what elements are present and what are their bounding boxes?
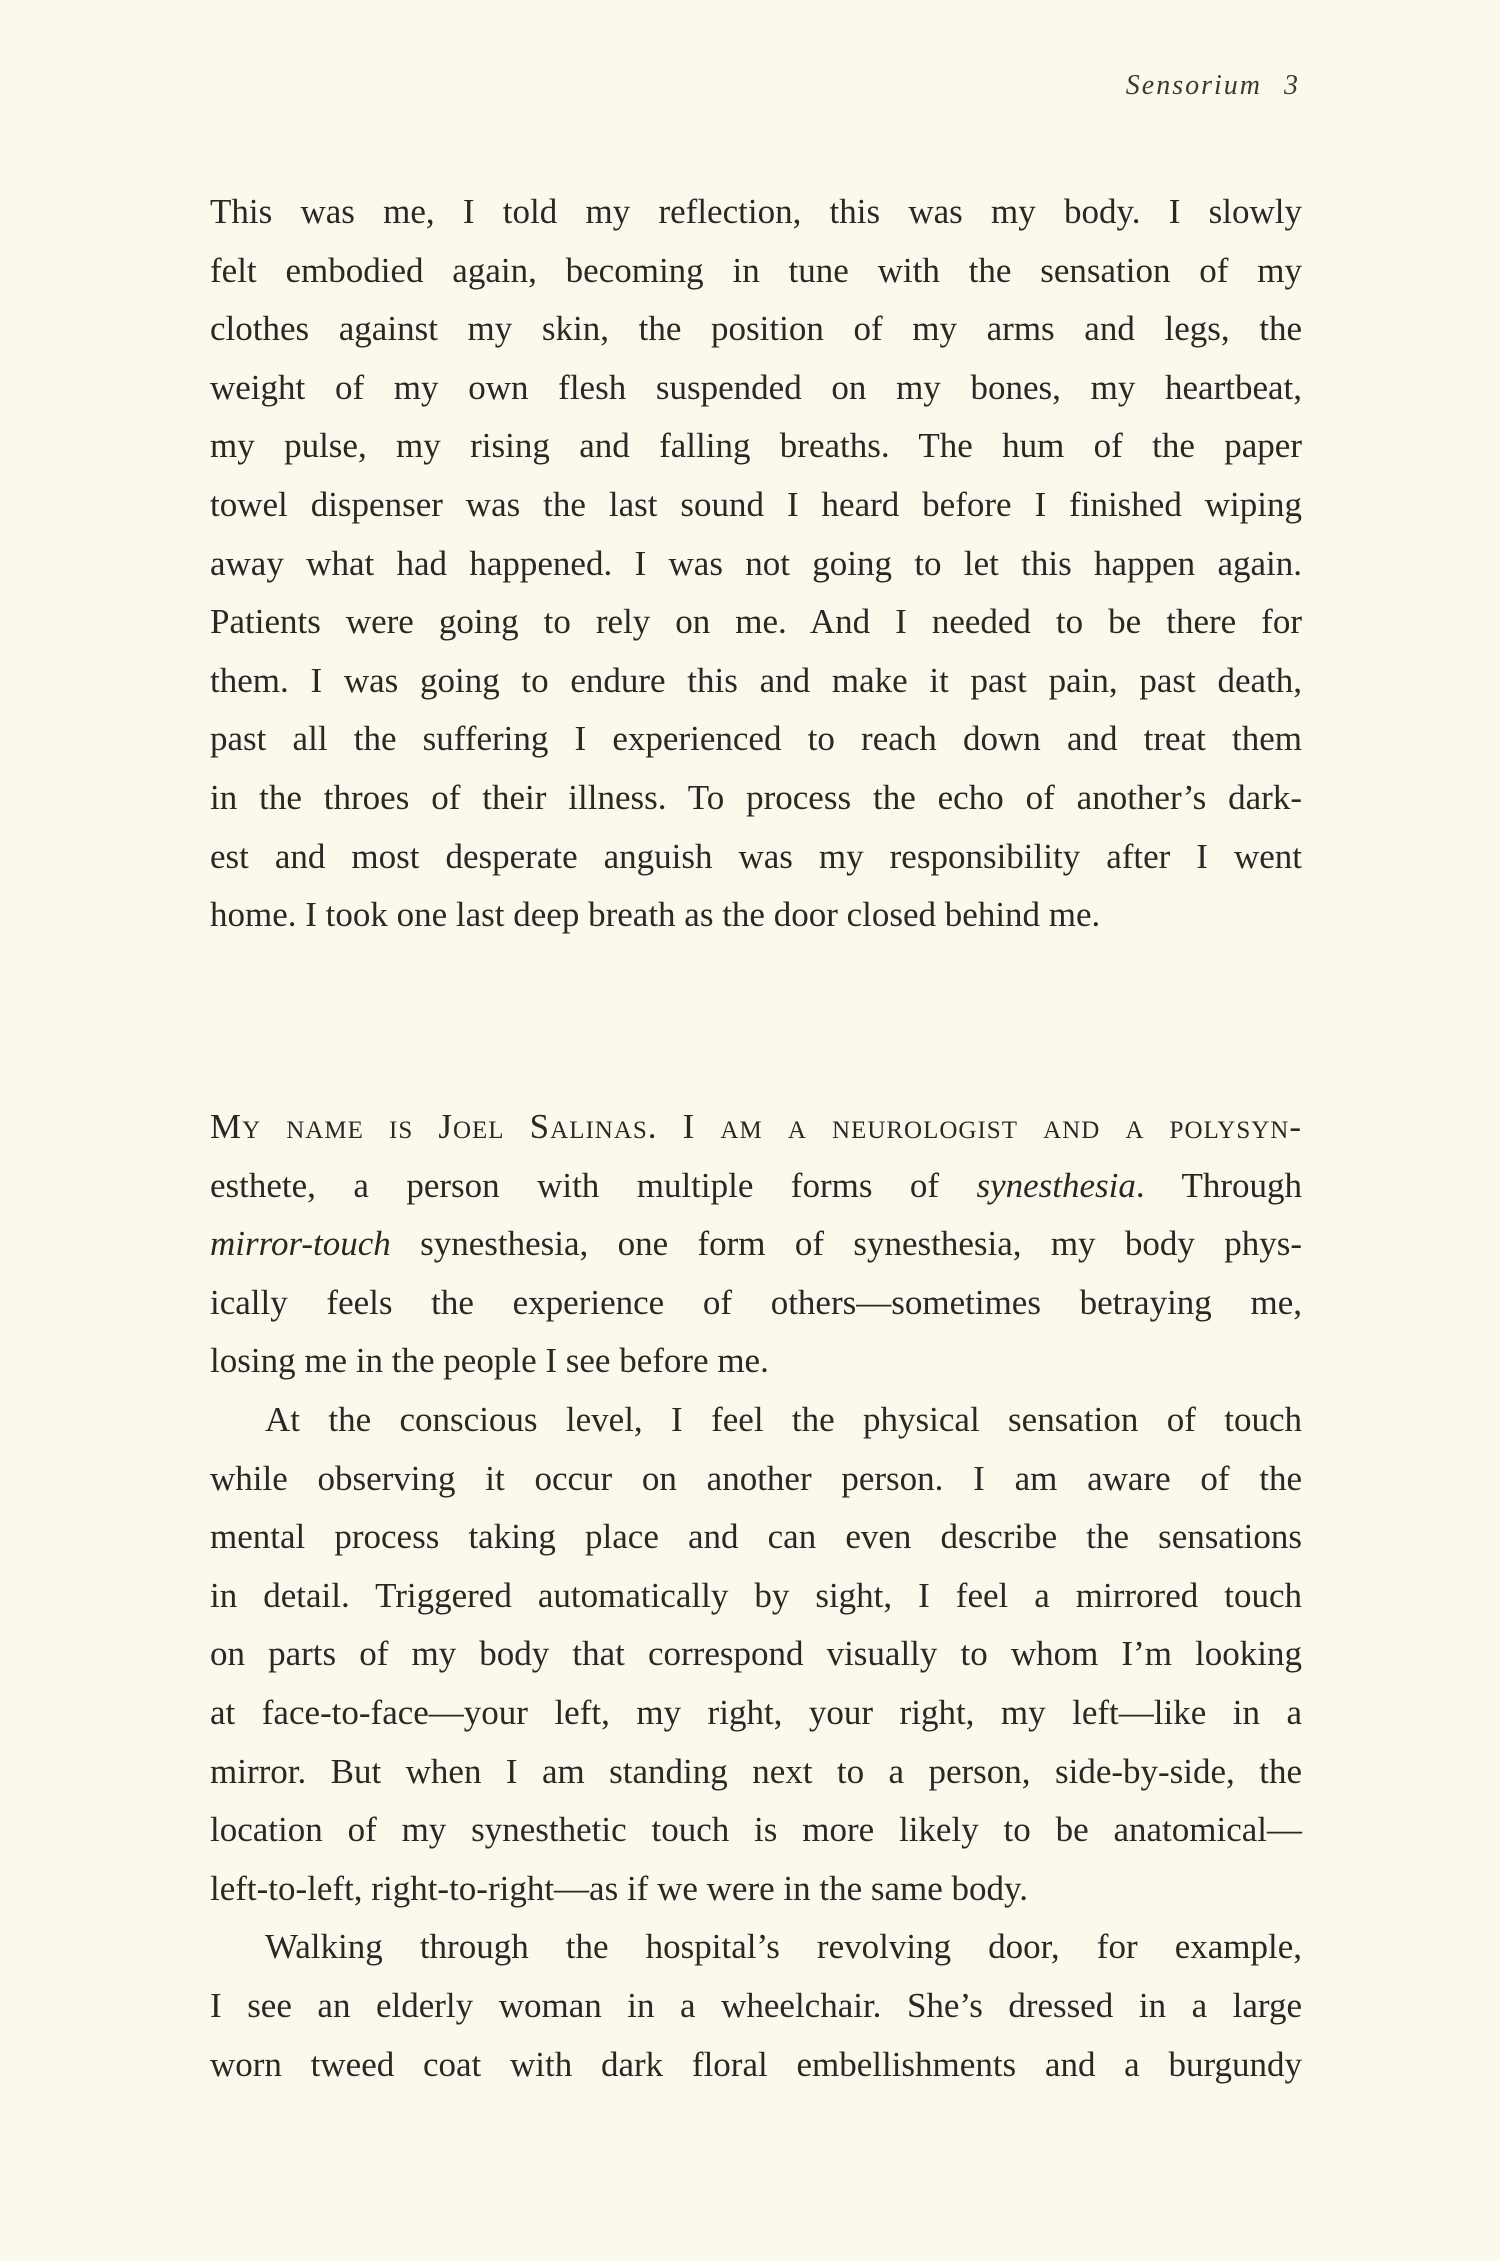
section-2-text: [210, 1098, 1302, 2094]
text-line: weight of my own flesh suspended on my bones, my heartbeat,: [210, 367, 1302, 407]
text-segment: . Through: [1135, 1165, 1302, 1205]
text-line: mirror. But when I am standing next to a person, side-by-side, the: [210, 1751, 1302, 1791]
text-line: worn tweed coat with dark floral embellishments and a burgundy: [210, 2044, 1302, 2084]
text-line: [210, 1215, 1302, 1274]
text-line: clothes against my skin, the position of my arms and legs, the: [210, 309, 1302, 349]
text-line: ically feels the experience of others—sometimes betraying me,: [210, 1282, 1302, 1322]
text-line: losing me in the people I see before me.: [210, 1341, 769, 1381]
text-line: towel dispenser was the last sound I heard before I finished wiping: [210, 484, 1302, 524]
paragraph: [210, 1918, 1302, 2094]
text-line: my pulse, my rising and falling breaths. The hum of the paper: [210, 426, 1302, 466]
text-line: in detail. Triggered automatically by sight, I feel a mirrored touch: [210, 1575, 1302, 1615]
section-1-text: [210, 183, 1302, 945]
italic-term: synesthesia: [976, 1165, 1136, 1205]
running-head: [1126, 70, 1300, 102]
text-line: This was me, I told my reflection, this was my body. I slowly: [210, 192, 1302, 231]
text-line: at face-to-face—your left, my right, your right, my left—like in a: [210, 1692, 1302, 1732]
text-line: Walking through the hospital’s revolving door, for example,: [265, 1927, 1302, 1967]
paragraph: [210, 183, 1302, 945]
text-line: on parts of my body that correspond visually to whom I’m looking: [210, 1634, 1302, 1674]
text-line: away what had happened. I was not going to let this happen again.: [210, 543, 1302, 583]
opening-smallcaps-line: My name is Joel Salinas. I am a neurologist and a polysyn-: [210, 1107, 1302, 1146]
text-line: while observing it occur on another person. I am aware of the: [210, 1458, 1302, 1498]
text-line: left-to-left, right-to-right—as if we were in the same body.: [210, 1868, 1029, 1908]
text-line: At the conscious level, I feel the physical sensation of touch: [265, 1399, 1302, 1439]
text-line: them. I was going to endure this and make it past pain, past death,: [210, 660, 1302, 700]
text-segment: esthete, a person with multiple forms of: [210, 1165, 977, 1205]
text-line: I see an elderly woman in a wheelchair. She’s dressed in a large: [210, 1985, 1302, 2025]
text-line: location of my synesthetic touch is more likely to be anatomical—: [210, 1810, 1302, 1850]
text-segment: synesthesia, one form of synesthesia, my body phys-: [390, 1224, 1302, 1264]
text-line: est and most desperate anguish was my responsibility after I went: [210, 836, 1302, 876]
text-line: mental process taking place and can even describe the sensations: [210, 1517, 1302, 1557]
text-line: in the throes of their illness. To process the echo of another’s dark-: [210, 777, 1302, 817]
page-number: 3: [1284, 70, 1300, 101]
running-head-title: Sensorium: [1125, 70, 1262, 101]
text-line: [210, 1157, 1302, 1216]
paragraph: [210, 1391, 1302, 1918]
paragraph: [210, 1098, 1302, 1391]
italic-term: mirror-touch: [210, 1224, 391, 1264]
text-line: felt embodied again, becoming in tune with the sensation of my: [210, 250, 1302, 290]
text-line: past all the suffering I experienced to reach down and treat them: [210, 719, 1302, 759]
text-line: Patients were going to rely on me. And I needed to be there for: [210, 602, 1302, 642]
text-line: home. I took one last deep breath as the door closed behind me.: [210, 895, 1101, 935]
